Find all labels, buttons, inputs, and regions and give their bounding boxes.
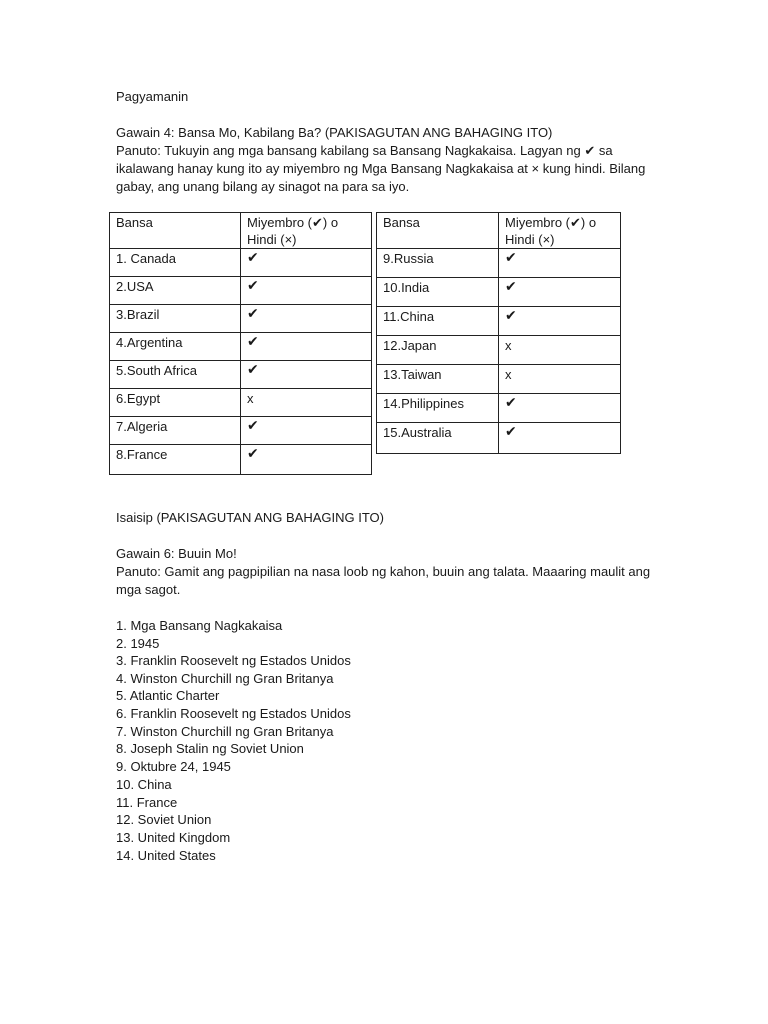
country-cell: 7.Algeria	[110, 417, 241, 445]
answer-cell: ✔	[241, 445, 372, 475]
country-cell: 3.Brazil	[110, 305, 241, 333]
table-row	[377, 307, 621, 336]
answer-list-item: 9. Oktubre 24, 1945	[116, 759, 231, 774]
answer-list-item: 7. Winston Churchill ng Gran Britanya	[116, 724, 334, 739]
column-header-miyembro: Miyembro (✔) o Hindi (×)	[499, 213, 621, 249]
column-header-bansa: Bansa	[377, 213, 499, 249]
country-cell: 11.China	[377, 307, 499, 336]
table-row	[110, 445, 372, 475]
table-row	[110, 249, 372, 277]
country-cell: 14.Philippines	[377, 394, 499, 423]
answer-list-item: 11. France	[116, 795, 178, 810]
country-cell: 1. Canada	[110, 249, 241, 277]
country-cell: 15.Australia	[377, 423, 499, 454]
answer-list-item: 10. China	[116, 777, 172, 792]
activity-title-gawain-6: Gawain 6: Buuin Mo!	[116, 546, 237, 561]
table-row	[110, 417, 372, 445]
activity-title-gawain-4: Gawain 4: Bansa Mo, Kabilang Ba? (PAKISAGUTAN ANG BAHAGING ITO)	[116, 125, 553, 140]
table-row	[377, 278, 621, 307]
answer-list-item: 3. Franklin Roosevelt ng Estados Unidos	[116, 653, 351, 668]
answer-list-item: 13. United Kingdom	[116, 830, 231, 845]
answer-cell: x	[241, 389, 372, 417]
membership-table-left	[109, 212, 372, 475]
country-cell: 13.Taiwan	[377, 365, 499, 394]
country-cell: 12.Japan	[377, 336, 499, 365]
country-cell: 5.South Africa	[110, 361, 241, 389]
table-header-row	[110, 213, 372, 249]
answer-cell: ✔	[241, 305, 372, 333]
section-heading-pagyamanin: Pagyamanin	[116, 89, 189, 104]
answer-cell: x	[499, 365, 621, 394]
membership-table-right	[376, 212, 621, 454]
table-row	[377, 249, 621, 278]
table-header-row	[377, 213, 621, 249]
answer-cell: ✔	[241, 277, 372, 305]
table-row	[377, 423, 621, 454]
table-row	[377, 336, 621, 365]
answer-list-item: 14. United States	[116, 848, 216, 863]
country-cell: 9.Russia	[377, 249, 499, 278]
country-cell: 10.India	[377, 278, 499, 307]
answer-cell: ✔	[499, 278, 621, 307]
table-row	[110, 277, 372, 305]
answer-cell: ✔	[499, 394, 621, 423]
answer-list-item: 12. Soviet Union	[116, 812, 212, 827]
country-cell: 4.Argentina	[110, 333, 241, 361]
table-row	[110, 361, 372, 389]
answer-list-item: 4. Winston Churchill ng Gran Britanya	[116, 671, 334, 686]
answer-cell: ✔	[499, 423, 621, 454]
country-cell: 8.France	[110, 445, 241, 475]
column-header-bansa: Bansa	[110, 213, 241, 249]
answer-cell: ✔	[499, 307, 621, 336]
answer-list-item: 2. 1945	[116, 636, 160, 651]
answer-cell: ✔	[241, 361, 372, 389]
country-cell: 6.Egypt	[110, 389, 241, 417]
table-row	[110, 333, 372, 361]
answer-list-item: 1. Mga Bansang Nagkakaisa	[116, 618, 283, 633]
instructions-gawain-6: Panuto: Gamit ang pagpipilian na nasa loob ng kahon, buuin ang talata. Maaaring maulit ang mga sagot.	[116, 564, 651, 597]
answer-cell: x	[499, 336, 621, 365]
section-heading-isaisip: Isaisip (PAKISAGUTAN ANG BAHAGING ITO)	[116, 510, 384, 525]
answer-list-item: 8. Joseph Stalin ng Soviet Union	[116, 741, 304, 756]
answer-list-item: 6. Franklin Roosevelt ng Estados Unidos	[116, 706, 351, 721]
answer-cell: ✔	[499, 249, 621, 278]
answer-cell: ✔	[241, 333, 372, 361]
column-header-miyembro: Miyembro (✔) o Hindi (×)	[241, 213, 372, 249]
answer-cell: ✔	[241, 249, 372, 277]
answer-list-item: 5. Atlantic Charter	[116, 688, 220, 703]
table-row	[110, 389, 372, 417]
table-row	[377, 365, 621, 394]
answer-cell: ✔	[241, 417, 372, 445]
country-cell: 2.USA	[110, 277, 241, 305]
table-row	[110, 305, 372, 333]
instructions-gawain-4: Panuto: Tukuyin ang mga bansang kabilang sa Bansang Nagkakaisa. Lagyan ng ✔ sa ikalawang hanay kung ito ay miyembro ng Mga Bansang Nagkakaisa at × kung hindi. Bilang gabay, ang unang bilang ay sinagot na para sa iyo.	[116, 143, 646, 194]
table-row	[377, 394, 621, 423]
